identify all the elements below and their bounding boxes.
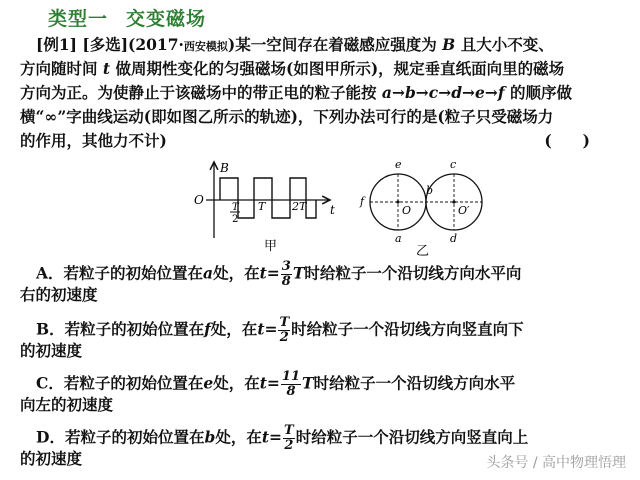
label-e: e [395,158,402,171]
figure-yi [352,156,492,256]
fraction: $\frac{T}{2}$ [284,423,294,453]
label-a: a [395,232,402,245]
section-type: 类型一 [48,8,109,30]
figure-yi-caption: 乙 [416,244,430,256]
fraction: $\frac{11}{8}$ [281,369,301,399]
figure-jia-caption: 甲 [264,239,278,254]
problem-line-1: [例1] [多选](2017·西安模拟)某一空间存在着磁感应强度为 B 且大小不变、 [36,35,554,54]
sequence-text: a→b→c→d→e→f [381,83,505,102]
label-d: d [450,232,458,245]
tick-2T: 2T [292,200,307,213]
section-topic: 交变磁场 [126,8,207,30]
fraction: $\frac{T}{2}$ [279,315,290,345]
origin-label: O [194,193,204,207]
option-c-cont: 向左的初速度 [20,395,114,414]
multi-choice-tag: [多选] [82,35,129,54]
problem-line-2: 方向随时间 t 做周期性变化的匀强磁场(如图甲所示)，规定垂直纸面向里的磁场 [20,59,565,78]
source-label: 西安模拟 [183,40,228,53]
fraction: $\frac{3}{8}$ [281,259,291,289]
option-a-cont: 右的初速度 [20,285,98,304]
label-c: c [450,158,457,171]
problem-line-4: 横“∞”字曲线运动(即如图乙所示的轨迹)，下列办法可行的是(粒子只受磁场力 [20,107,554,126]
problem-line-3: 方向为正。为使静止于该磁场中的带正电的粒子能按 a→b→c→d→e→f 的顺序做 [20,83,572,102]
b-axis-label: B [220,161,229,175]
option-d: D．若粒子的初始位置在b处，在t= $\frac{T}{2}$ 时给粒子一个沿切线方向竖直向上 [36,423,529,453]
figure-jia [186,158,346,254]
option-b-cont: 的初速度 [20,341,83,360]
answer-blank: ( ) [544,131,590,150]
label-f: f [360,195,365,208]
option-b: B．若粒子的初始位置在f处，在t= $\frac{T}{2}$ 时给粒子一个沿切线方向竖直向下 [36,315,524,345]
t-axis-label: t [330,203,335,217]
option-c: C．若粒子的初始位置在e处，在t= $\frac{11}{8}$ T时给粒子一个沿切线方向水平 [36,369,516,399]
label-b: b [426,184,434,197]
center-right-label: O′ [458,204,470,217]
watermark: 头条号 / 高中物理悟理 [486,455,626,471]
problem-line-5: 的作用，其他力不计) ( ) [20,131,590,150]
example-label: [例1] [36,35,77,54]
center-left-label: O [402,204,412,217]
tick-T: T [258,200,266,213]
section-heading [48,4,206,31]
tick-half-den: 2 [232,214,239,225]
option-a: A．若粒子的初始位置在a处，在t= $\frac{3}{8}$ T时给粒子一个沿切线方向水平向 [36,259,522,289]
tick-half-num: T [232,202,239,213]
option-d-cont: 的初速度 [20,449,83,468]
